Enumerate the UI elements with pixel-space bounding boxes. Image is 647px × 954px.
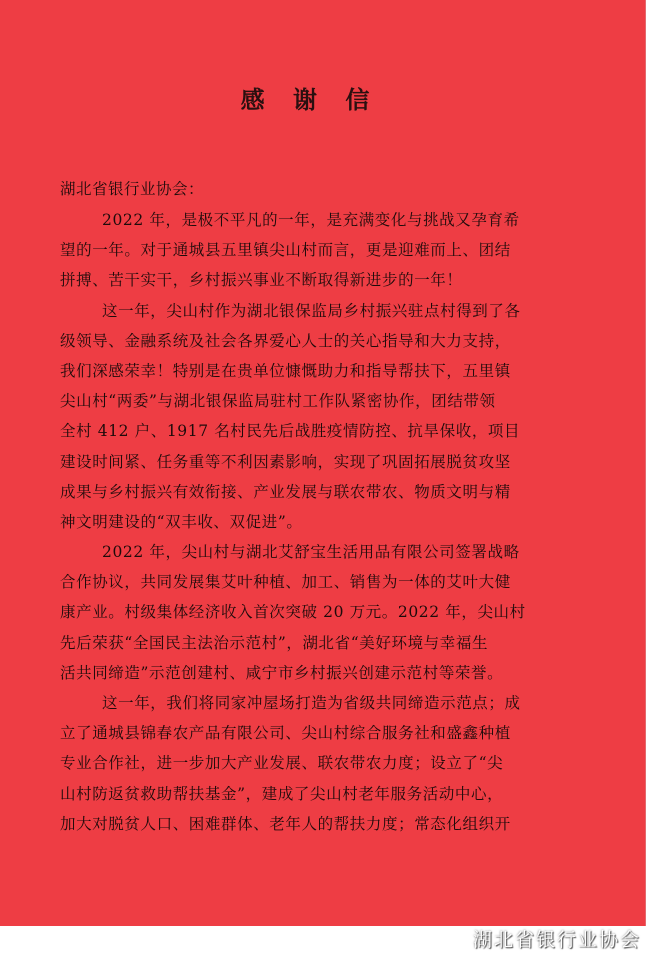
paragraph-line: 尖山村“两委”与湖北银保监局驻村工作队紧密协作，团结带领 [60, 392, 496, 411]
letter-title: 感 谢 信 [240, 86, 380, 114]
paragraph-line: 立了通城县锦春农产品有限公司、尖山村综合服务社和盛鑫种植 [60, 724, 511, 743]
paragraph [60, 537, 594, 688]
paragraph-line: 康产业。村级集体经济收入首次突破 20 万元。2022 年，尖山村 [60, 603, 526, 622]
paragraph-line: 成果与乡村振兴有效衔接、产业发展与联农带农、物质文明与精 [60, 482, 511, 501]
paragraph-line: 我们深感荣幸！特别是在贵单位慷慨助力和指导帮扶下，五里镇 [60, 361, 511, 380]
paragraph-line: 级领导、金融系统及社会各界爱心人士的关心指导和大力支持， [60, 331, 511, 350]
paragraph-line: 望的一年。对于通城县五里镇尖山村而言，更是迎难而上、团结 [60, 241, 511, 260]
paragraph-line: 专业合作社，进一步加大产业发展、联农带农力度；设立了“尖 [60, 754, 504, 773]
watermark: 湖北省银行业协会 [472, 929, 641, 951]
paragraph-line: 全村 412 户、1917 名村民先后战胜疫情防控、抗旱保收，项目 [60, 422, 521, 441]
paragraph-line: 拼搏、苦干实干，乡村振兴事业不断取得新进步的一年！ [60, 271, 463, 290]
paragraph-line: 神文明建设的“双丰收、双促进”。 [60, 512, 303, 531]
paragraph-line: 2022 年，是极不平凡的一年，是充满变化与挑战又孕育希 [102, 211, 520, 229]
paragraph-line: 这一年，我们将同家冲屋场打造为省级共同缔造示范点；成 [102, 694, 521, 712]
salutation: 湖北省银行业协会： [60, 180, 205, 198]
paragraph-line: 建设时间紧、任务重等不利因素影响，实现了巩固拓展脱贫攻坚 [60, 452, 511, 471]
letter-body [60, 173, 594, 839]
paragraph-line: 2022 年，尖山村与湖北艾舒宝生活用品有限公司签署战略 [102, 543, 520, 562]
paragraph-line: 先后荣获“全国民主法治示范村”，湖北省“美好环境与幸福生 [60, 633, 489, 652]
paragraph [60, 205, 594, 296]
paragraph-line: 山村防返贫救助帮扶基金”，建成了尖山村老年服务活动中心， [60, 784, 504, 803]
paragraph-line: 加大对脱贫人口、困难群体、老年人的帮扶力度；常态化组织开 [60, 814, 511, 833]
paragraph-line: 活共同缔造”示范创建村、咸宁市乡村振兴创建示范村等荣誉。 [60, 663, 504, 682]
paragraph-line: 合作协议，共同发展集艾叶种植、加工、销售为一体的艾叶大健 [60, 573, 511, 592]
paragraph [60, 296, 594, 538]
paragraph [60, 688, 594, 839]
paragraph-line: 这一年，尖山村作为湖北银保监局乡村振兴驻点村得到了各 [102, 301, 521, 320]
